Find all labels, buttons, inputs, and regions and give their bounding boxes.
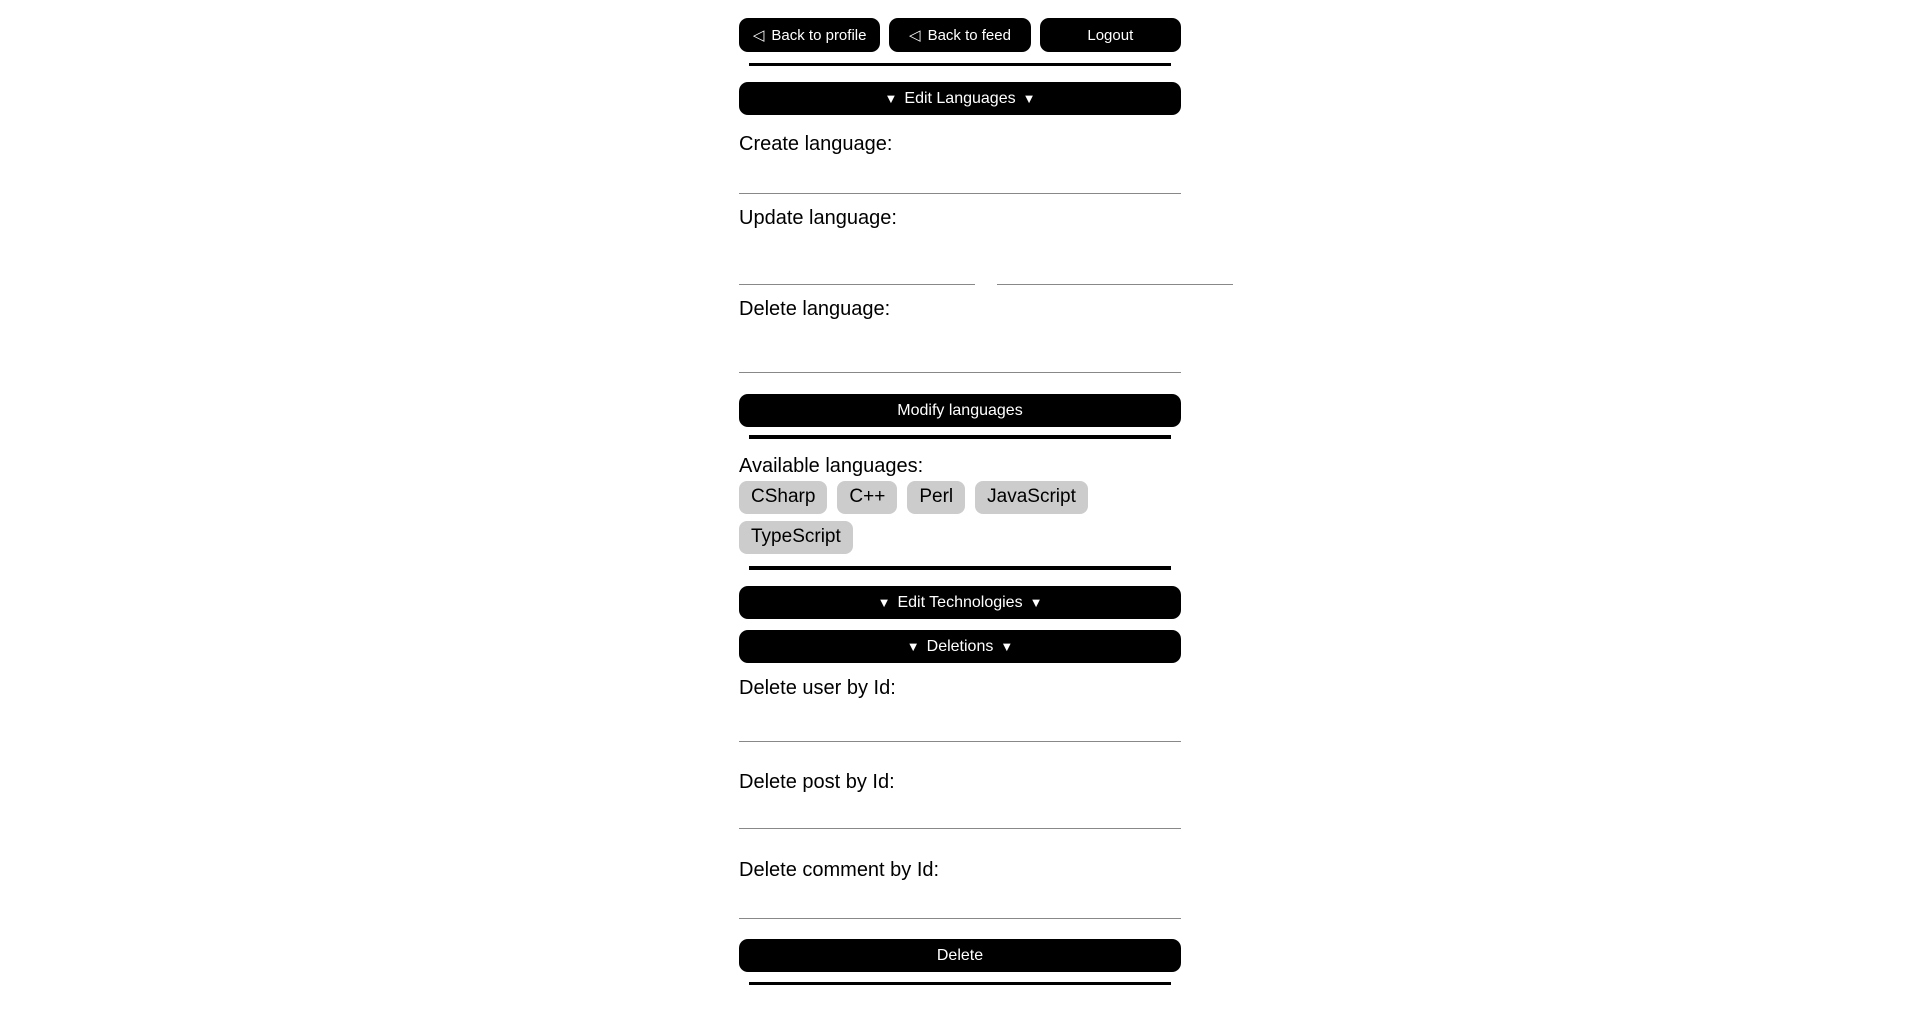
logout-label: Logout <box>1087 26 1134 44</box>
language-tag: CSharp <box>739 481 827 514</box>
update-language-row <box>739 230 1181 285</box>
back-to-feed-button[interactable] <box>889 18 1030 52</box>
delete-submit-label: Delete <box>936 946 984 964</box>
back-arrow-icon: ◁ <box>909 27 921 44</box>
caret-down-icon: ▼ <box>877 595 891 610</box>
deletions-toggle[interactable] <box>739 630 1181 663</box>
divider <box>749 435 1171 439</box>
delete-post-label: Delete post by Id: <box>739 771 895 793</box>
top-nav <box>739 18 1181 52</box>
caret-down-icon: ▼ <box>1029 595 1043 610</box>
delete-user-id-input[interactable] <box>739 700 1181 742</box>
language-tag: Perl <box>907 481 965 514</box>
back-to-profile-label: Back to profile <box>771 26 867 44</box>
modify-languages-label: Modify languages <box>897 401 1023 419</box>
delete-submit-button[interactable] <box>739 939 1181 972</box>
divider <box>749 63 1171 66</box>
back-arrow-icon: ◁ <box>752 27 765 44</box>
update-language-label: Update language: <box>739 207 897 229</box>
create-language-input[interactable] <box>739 156 1181 194</box>
deletions-toggle-label: Deletions <box>926 637 994 655</box>
caret-down-icon: ▼ <box>906 639 920 654</box>
language-tag: TypeScript <box>739 521 853 554</box>
caret-down-icon: ▼ <box>884 91 898 106</box>
update-language-old-input[interactable] <box>739 230 975 285</box>
back-to-feed-label: Back to feed <box>927 26 1011 44</box>
edit-technologies-toggle[interactable] <box>739 586 1181 619</box>
delete-language-input[interactable] <box>739 321 1181 373</box>
modify-languages-button[interactable] <box>739 394 1181 427</box>
back-to-profile-button[interactable] <box>739 18 880 52</box>
divider <box>749 982 1171 985</box>
language-tag: C++ <box>837 481 897 514</box>
delete-post-id-input[interactable] <box>739 794 1181 829</box>
edit-technologies-toggle-label: Edit Technologies <box>897 593 1023 611</box>
delete-user-label: Delete user by Id: <box>739 677 896 699</box>
delete-language-label: Delete language: <box>739 298 891 320</box>
language-tag: JavaScript <box>975 481 1088 514</box>
edit-languages-toggle[interactable] <box>739 82 1181 115</box>
admin-panel-column <box>739 0 1181 985</box>
update-language-new-input[interactable] <box>997 230 1233 285</box>
create-language-label: Create language: <box>739 133 893 155</box>
available-languages-list <box>739 481 1181 554</box>
delete-comment-label: Delete comment by Id: <box>739 859 940 881</box>
delete-comment-id-input[interactable] <box>739 882 1181 919</box>
logout-button[interactable] <box>1040 18 1181 52</box>
available-languages-label: Available languages: <box>739 455 924 477</box>
edit-languages-toggle-label: Edit Languages <box>904 89 1016 107</box>
divider <box>749 566 1171 570</box>
caret-down-icon: ▼ <box>1000 639 1014 654</box>
caret-down-icon: ▼ <box>1022 91 1036 106</box>
